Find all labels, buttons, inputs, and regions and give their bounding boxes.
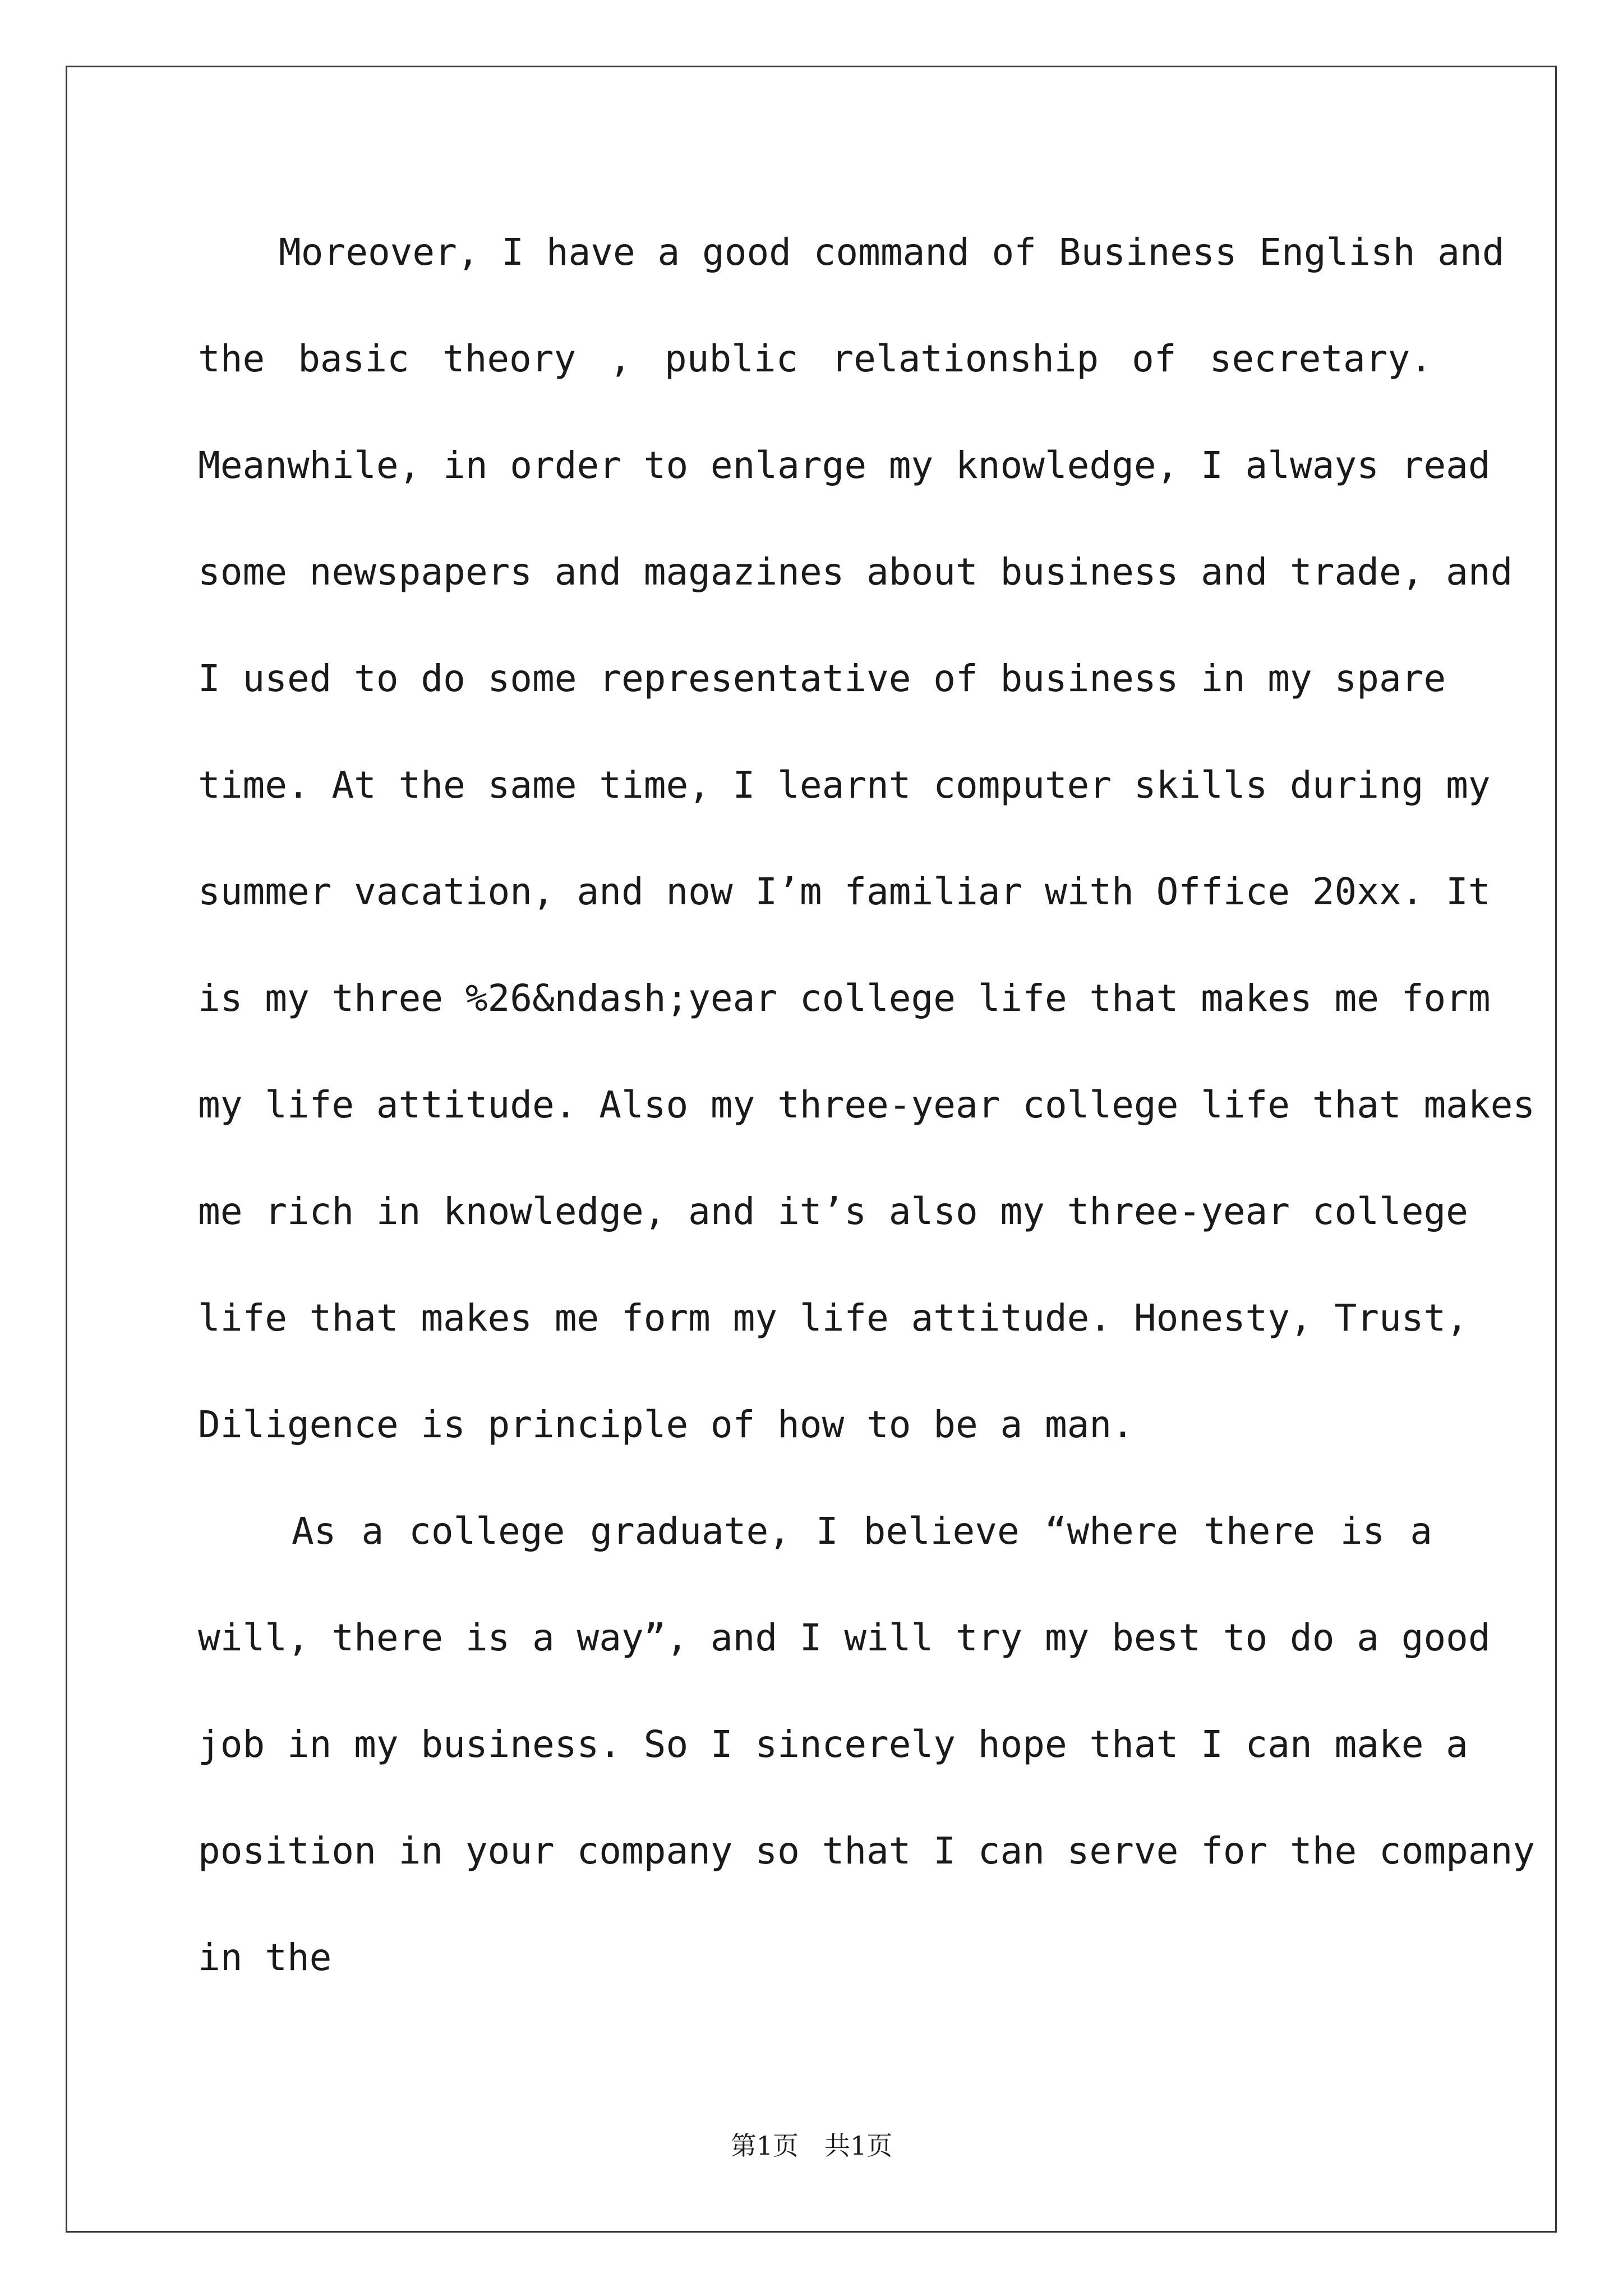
paragraph-1-line-4: some newspapers and magazines about business and trade, and [198,550,1513,593]
paragraph-1-line-10: me rich in knowledge, and it’s also my three-year college [198,1190,1468,1233]
page-border [66,66,1557,2233]
paragraph-2-line-2: will, there is a way”, and I will try my best to do a good [198,1616,1491,1659]
paragraph-1-line-6: time. At the same time, I learnt computer skills during my [198,763,1491,807]
paragraph-1-line-8: is my three %26&ndash;year college life that makes me form [198,977,1491,1020]
paragraph-2-line-1: As a college graduate, I believe “where there is a [292,1510,1432,1553]
paragraph-2-line-4: position in your company so that I can serve for the company [198,1829,1536,1872]
paragraph-2-line-3: job in my business. So I sincerely hope that I can make a [198,1723,1468,1766]
paragraph-1-line-7: summer vacation, and now I’m familiar with Office 20xx. It [198,870,1491,913]
page-number-footer: 第1页 共1页 [730,2131,893,2161]
paragraph-1-line-2: the basic theory , public relationship of secretary. [198,337,1432,380]
paragraph-1-line-1: Moreover, I have a good command of Business English and [279,231,1505,274]
paragraph-1-line-12: Diligence is principle of how to be a man. [198,1403,1134,1446]
paragraph-1-line-5: I used to do some representative of business in my spare [198,657,1446,700]
paragraph-1-line-3: Meanwhile, in order to enlarge my knowledge, I always read [198,444,1491,487]
paragraph-1-line-11: life that makes me form my life attitude. Honesty, Trust, [198,1296,1468,1340]
paragraph-2-line-5: in the [198,1936,332,1979]
paragraph-1-line-9: my life attitude. Also my three-year college life that makes [198,1083,1536,1126]
